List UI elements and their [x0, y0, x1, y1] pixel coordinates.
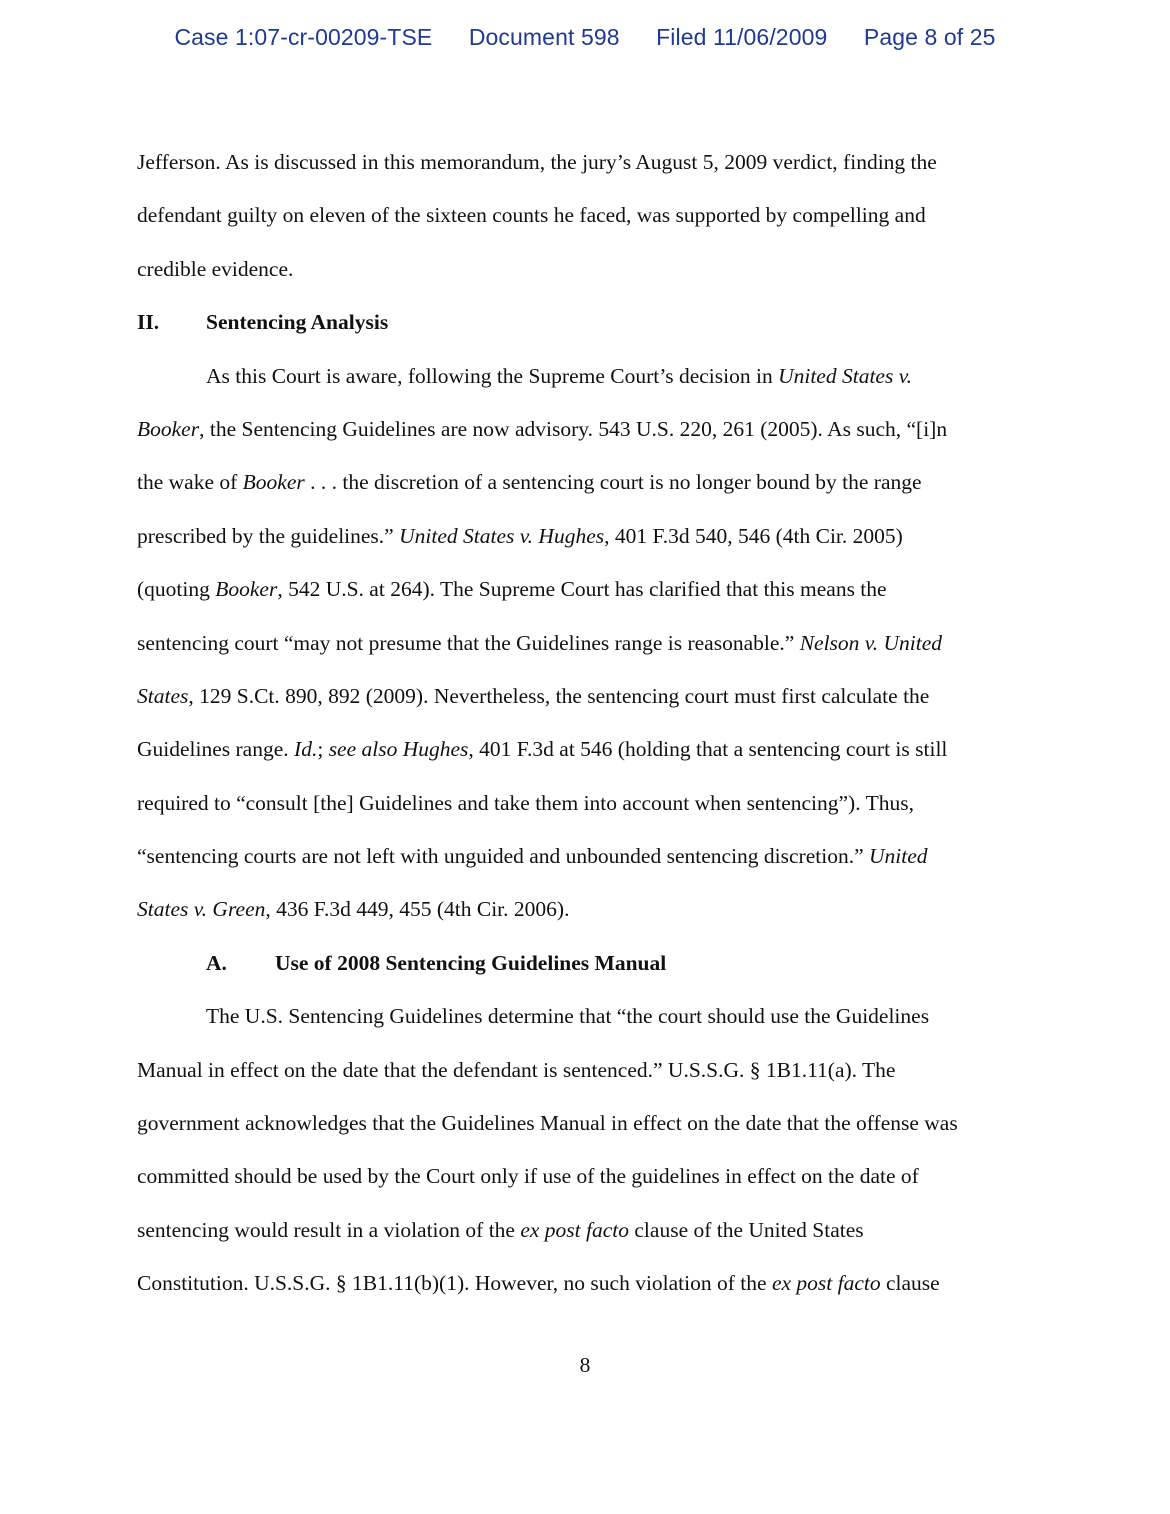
document-body — [137, 136, 1027, 1311]
section-heading — [137, 296, 1027, 349]
page-number: 8 — [579, 1353, 591, 1377]
subsection-letter: A. — [206, 950, 227, 975]
text-line: credible evidence. — [137, 256, 294, 281]
text-line: States v. Green, 436 F.3d 449, 455 (4th Cir. 2006). — [137, 897, 570, 922]
text-line: government acknowledges that the Guidelines Manual in effect on the date that the offense was — [137, 1111, 958, 1136]
section-number: II. — [137, 310, 160, 335]
text-line: (quoting Booker, 542 U.S. at 264). The Supreme Court has clarified that this means the — [137, 577, 887, 602]
text-line: defendant guilty on eleven of the sixteen counts he faced, was supported by compelling and — [137, 203, 926, 228]
text-line: States, 129 S.Ct. 890, 892 (2009). Nevertheless, the sentencing court must first calculate the — [137, 683, 930, 708]
text-line: sentencing court “may not presume that the Guidelines range is reasonable.” Nelson v. United — [137, 630, 943, 655]
text-line: Constitution. U.S.S.G. § 1B1.11(b)(1). However, no such violation of the ex post facto clause — [137, 1271, 940, 1296]
section-title: Sentencing Analysis — [206, 310, 389, 335]
text-line: As this Court is aware, following the Supreme Court’s decision in United States v. — [206, 363, 913, 388]
case-citation: States v. Green — [137, 897, 266, 922]
case-number: Case 1:07-cr-00209-TSE — [174, 24, 433, 50]
document-header — [0, 24, 1170, 51]
text-line: required to “consult [the] Guidelines and take them into account when sentencing”). Thus, — [137, 790, 914, 815]
text-line: committed should be used by the Court only if use of the guidelines in effect on the date of — [137, 1164, 919, 1189]
case-citation: United — [869, 844, 928, 869]
case-citation: Booker — [137, 416, 200, 441]
text-line: Manual in effect on the date that the defendant is sentenced.” U.S.S.G. § 1B1.11(a). The — [137, 1057, 896, 1082]
case-citation: United States v. Hughes — [399, 523, 605, 548]
latin-term: ex post facto — [520, 1217, 630, 1242]
case-citation: Id. — [294, 737, 318, 762]
latin-term: ex post facto — [771, 1271, 881, 1296]
text-line: The U.S. Sentencing Guidelines determine that “the court should use the Guidelines — [206, 1004, 930, 1029]
text-line: sentencing would result in a violation of the ex post facto clause of the United States — [137, 1217, 864, 1242]
page-indicator: Page 8 of 25 — [863, 24, 996, 50]
case-citation: United States v. — [778, 363, 913, 388]
text-line: the wake of Booker . . . the discretion of a sentencing court is no longer bound by the range — [137, 470, 922, 495]
filed-date: Filed 11/06/2009 — [656, 24, 828, 50]
text-line: Booker, the Sentencing Guidelines are now advisory. 543 U.S. 220, 261 (2005). As such, “[i]n — [137, 416, 948, 441]
case-citation: Nelson v. United — [799, 630, 943, 655]
text-line: prescribed by the guidelines.” United States v. Hughes, 401 F.3d 540, 546 (4th Cir. 2005) — [137, 523, 903, 548]
case-citation: Booker — [242, 470, 305, 495]
case-citation: Booker — [215, 577, 278, 602]
document-number: Document 598 — [468, 24, 620, 50]
text-line: Jefferson. As is discussed in this memorandum, the jury’s August 5, 2009 verdict, finding the — [137, 150, 937, 174]
subsection-heading — [137, 937, 1027, 990]
text-line: Guidelines range. Id.; see also Hughes, 401 F.3d at 546 (holding that a sentencing court is still — [137, 737, 948, 762]
subsection-title: Use of 2008 Sentencing Guidelines Manual — [275, 950, 667, 975]
case-citation: see also Hughes — [328, 737, 469, 762]
text-line: “sentencing courts are not left with unguided and unbounded sentencing discretion.” United — [137, 844, 928, 869]
case-citation: States — [137, 683, 189, 708]
